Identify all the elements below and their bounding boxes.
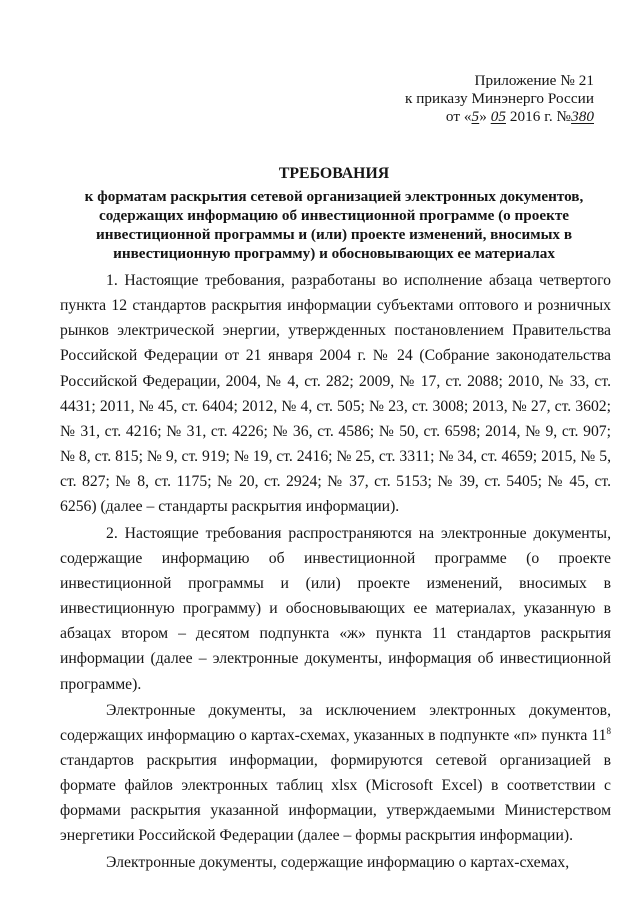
date-prefix: от « [445,108,472,126]
document-body [60,268,611,875]
handwritten-day: 5 [471,108,480,126]
date-year: 2016 г. № [505,108,572,126]
appendix-order-date [405,108,594,126]
footnote-superscript: 8 [606,725,611,736]
date-separator: » [479,108,491,126]
appendix-number: Приложение № 21 [474,72,594,89]
paragraph-3 [60,698,611,849]
paragraph-2: 2. Настоящие требования распространяются на электронные документы, содержащие информацию об инвестиционной программе (о проекте инвестиционной программы и (или) проекте изменений, вносимых в инвестиционную программу) и обосновывающих ее материалах, указанную в абзацах втором – десятом подпункта «ж» пункта 11 стандартов раскрытия информации (далее – электронные документы, информация об инвестиционной программе). [60,524,611,693]
handwritten-month: 05 [490,108,506,126]
paragraph-4: Электронные документы, содержащие информацию о картах-схемах, [106,853,570,871]
appendix-header [405,72,594,127]
paragraph-3-start: Электронные документы, за исключением электронных документов, содержащих информацию о картах-схемах, указанных в подпункте «п» пункта 11 [60,701,611,744]
handwritten-order-number: 380 [571,108,594,126]
appendix-order-reference: к приказу Минэнерго России [404,90,594,108]
paragraph-3-end: стандартов раскрытия информации, формируются сетевой организацией в формате файлов электронных таблиц xlsx (Microsoft Excel) в соответствии с формами раскрытия указанной информации, утверждаемыми Министерством энергетики Российской Федерации (далее – формы раскрытия информации). [60,751,611,845]
document-title: ТРЕБОВАНИЯ [278,165,390,182]
document-title-block [58,165,610,264]
document-subtitle: к форматам раскрытия сетевой организацией электронных документов, содержащих информацию об инвестиционной программе (о проекте инвестиционной программы и (или) проекте изменений, вносимых в инвестиционную программу) и обосновывающих ее материалах [84,187,584,262]
paragraph-1: 1. Настоящие требования, разработаны во исполнение абзаца четвертого пункта 12 стандартов раскрытия информации субъектами оптового и розничных рынков электрической энергии, утвержденных постановлением Правительства Российской Федерации от 21 января 2004 г. № 24 (Собрание законодательства Российской Федерации, 2004, № 4, ст. 282; 2009, № 17, ст. 2088; 2010, № 33, ст. 4431; 2011, № 45, ст. 6404; 2012, № 4, ст. 505; № 23, ст. 3008; 2013, № 27, ст. 3602; № 31, ст. 4216; № 31, ст. 4226; № 36, ст. 4586; № 50, ст. 6598; 2014, № 9, ст. 907; № 8, ст. 815; № 9, ст. 919; № 19, ст. 2416; № 25, ст. 3311; № 34, ст. 4659; 2015, № 5, ст. 827; № 8, ст. 1175; № 20, ст. 2924; № 37, ст. 5153; № 39, ст. 5405; № 45, ст. 6256) (далее – стандарты раскрытия информации). [60,272,611,516]
